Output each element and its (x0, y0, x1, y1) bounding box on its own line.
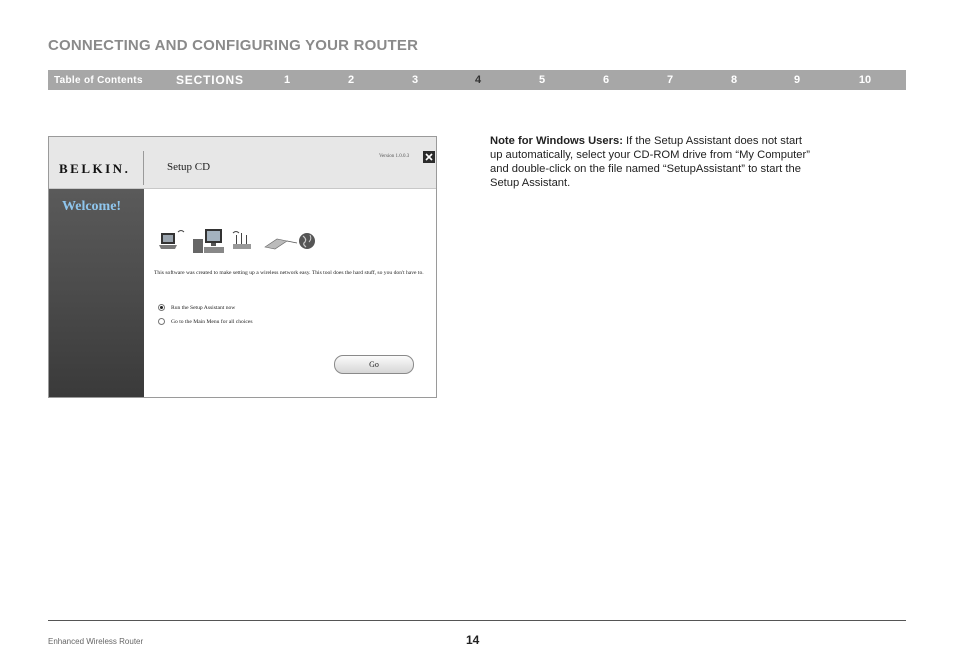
nav-section-5[interactable]: 5 (538, 74, 546, 86)
setup-cd-screenshot (48, 136, 437, 398)
nav-section-8[interactable]: 8 (730, 74, 738, 86)
nav-section-3[interactable]: 3 (411, 74, 419, 86)
belkin-logo: BELKIN. (59, 161, 131, 176)
note-line-1: If the Setup Assistant does not start (622, 135, 803, 147)
table-of-contents-link[interactable]: Table of Contents (54, 75, 143, 86)
nav-section-6[interactable]: 6 (602, 74, 610, 86)
nav-section-9[interactable]: 9 (793, 74, 801, 86)
network-setup-illustration (159, 227, 374, 259)
wireless-router-icon (233, 232, 251, 250)
setup-cd-title: Setup CD (167, 161, 211, 173)
footer-divider (48, 620, 906, 621)
welcome-side-panel (49, 189, 144, 397)
nav-section-2[interactable]: 2 (347, 74, 355, 86)
go-button[interactable]: Go (334, 355, 414, 374)
note-line-2: up automatically, select your CD-ROM drive from “My Computer” (490, 149, 810, 161)
page-number: 14 (466, 633, 480, 647)
welcome-heading: Welcome! (62, 199, 122, 214)
page-heading: CONNECTING AND CONFIGURING YOUR ROUTER (48, 37, 419, 54)
windows-users-note (490, 134, 870, 190)
nav-section-10[interactable]: 10 (858, 74, 872, 86)
radio-run-setup-assistant[interactable] (158, 304, 165, 311)
modem-icon (265, 239, 297, 249)
footer-product-name: Enhanced Wireless Router (48, 637, 144, 646)
desktop-computer-icon (193, 229, 224, 253)
version-label: Version 1.0.0.3 (379, 154, 410, 159)
option-run-setup-assistant[interactable] (158, 304, 235, 311)
globe-icon (299, 233, 315, 249)
header-divider (143, 151, 144, 185)
option-run-setup-assistant-label: Run the Setup Assistant now (171, 304, 236, 311)
option-main-menu-label: Go to the Main Menu for all choices (171, 318, 253, 325)
nav-section-7[interactable]: 7 (666, 74, 674, 86)
radio-main-menu[interactable] (158, 318, 165, 325)
note-line-4: Setup Assistant. (490, 177, 571, 189)
nav-section-4[interactable]: 4 (474, 74, 482, 86)
laptop-icon (159, 231, 184, 250)
nav-section-1[interactable]: 1 (283, 74, 291, 86)
note-label: Note for Windows Users: (490, 135, 623, 147)
setup-header (49, 137, 436, 189)
option-main-menu[interactable] (158, 318, 253, 325)
sections-label: SECTIONS (176, 73, 244, 87)
note-line-3: and double-click on the file named “SetupAssistant” to start the (490, 163, 801, 175)
close-x-icon[interactable] (423, 151, 435, 163)
software-description: This software was created to make setting up a wireless network easy. This tool does the hard stuff, so you don't have to. (154, 270, 424, 276)
section-nav-bar (48, 70, 906, 90)
